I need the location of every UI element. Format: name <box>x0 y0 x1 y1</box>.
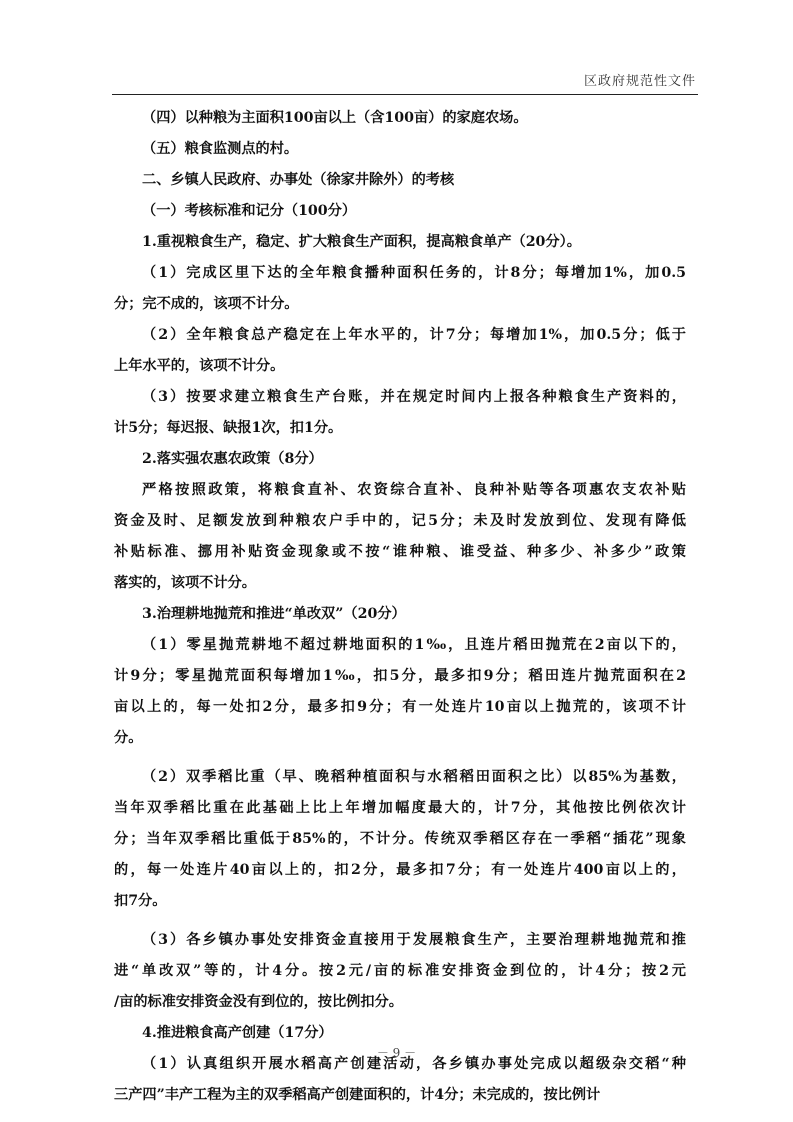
paragraph-line: 资金及时、足额发放到种粮农户手中的，记5分；未及时发放到位、发现有降低 <box>114 513 686 529</box>
paragraph-line: /亩的标准安排资金没有到位的，按比例扣分。 <box>114 994 403 1010</box>
paragraph-line-first: 二、乡镇人民政府、办事处（徐家井除外）的考核 <box>142 172 455 188</box>
paragraph-line: 亩以上的，每一处扣2分，最多扣9分；有一处连片10亩以上抛荒的，该项不计 <box>114 699 686 715</box>
paragraph-line-first: （3）各乡镇办事处安排资金直接用于发展粮食生产，主要治理耕地抛荒和推 <box>142 932 686 948</box>
paragraph-line: 计9分；零星抛荒面积每增加1‰，扣5分，最多扣9分；稻田连片抛荒面积在2 <box>114 668 686 684</box>
paragraph-line-first: （1）零星抛荒耕地不超过耕地面积的1‰，且连片稻田抛荒在2亩以下的， <box>142 637 686 653</box>
paragraph-line-first: 2.落实强农惠农政策（8分） <box>142 451 323 467</box>
paragraph-line-first: 1.重视粮食生产，稳定、扩大粮食生产面积，提高粮食单产（20分）。 <box>142 234 581 250</box>
paragraph-line-first: 4.推进粮食高产创建（17分） <box>142 1025 333 1041</box>
paragraph-line: 三产四”丰产工程为主的双季稻高产创建面积的，计4分；未完成的，按比例计 <box>114 1087 601 1103</box>
paragraph-line: 分；完不成的，该项不计分。 <box>114 296 299 312</box>
paragraph-line: 计5分；每迟报、缺报1次，扣1分。 <box>114 420 343 436</box>
paragraph-line-first: （2）双季稻比重（早、晚稻种植面积与水稻稻田面积之比）以85%为基数， <box>142 769 686 785</box>
paragraph-spacer <box>114 754 686 762</box>
paragraph-line: 补贴标准、挪用补贴资金现象或不按“谁种粮、谁受益、种多少、补多少”政策 <box>114 544 686 560</box>
paragraph-line: 落实的，该项不计分。 <box>114 575 256 591</box>
page-number: － 9 － <box>376 1046 417 1060</box>
paragraph-line: 上年水平的，该项不计分。 <box>114 358 285 374</box>
document-header-label: 区政府规范性文件 <box>583 74 696 89</box>
paragraph-line-first: （1）认真组织开展水稻高产创建活动，各乡镇办事处完成以超级杂交稻“种 <box>142 1056 686 1072</box>
paragraph-line-first: （1）完成区里下达的全年粮食播种面积任务的，计8分；每增加1%，加0.5 <box>142 265 686 281</box>
paragraph-line-first: 3.治理耕地抛荒和推进“单改双”（20分） <box>142 606 406 622</box>
paragraph-line-first: 严格按照政策，将粮食直补、农资综合直补、良种补贴等各项惠农支农补贴 <box>142 482 686 498</box>
paragraph-line: 分；当年双季稻比重低于85%的，不计分。传统双季稻区存在一季稻“插花”现象 <box>114 831 686 847</box>
paragraph-line: 的，每一处连片40亩以上的，扣2分，最多扣7分；有一处连片400亩以上的， <box>114 862 686 878</box>
paragraph-line: 扣7分。 <box>114 893 167 909</box>
paragraph-spacer <box>114 917 686 925</box>
paragraph-line-first: （3）按要求建立粮食生产台账，并在规定时间内上报各种粮食生产资料的， <box>142 389 686 405</box>
paragraph-line: 进“单改双”等的，计4分。按2元/亩的标准安排资金到位的，计4分；按2元 <box>114 963 686 979</box>
paragraph-line: 分。 <box>114 730 143 746</box>
paragraph-line-first: （2）全年粮食总产稳定在上年水平的，计7分；每增加1%，加0.5分；低于 <box>142 327 686 343</box>
header-divider <box>112 94 698 95</box>
paragraph-line-first: （四）以种粮为主面积100亩以上（含100亩）的家庭农场。 <box>142 110 528 126</box>
document-body <box>114 103 686 1111</box>
paragraph-line-first: （五）粮食监测点的村。 <box>142 141 299 157</box>
paragraph-line-first: （一）考核标准和记分（100分） <box>142 203 357 219</box>
paragraph-line: 当年双季稻比重在此基础上比上年增加幅度最大的，计7分，其他按比例依次计 <box>114 800 686 816</box>
